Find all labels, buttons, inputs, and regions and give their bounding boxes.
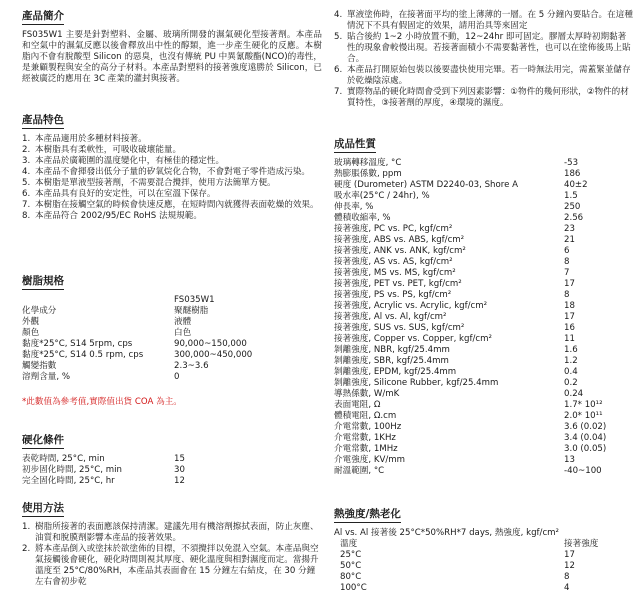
table-row xyxy=(334,367,606,378)
row-label: 接著強度, Acrylic vs. Acrylic, kgf/cm² xyxy=(334,301,488,311)
table-row xyxy=(22,339,252,350)
resin-table xyxy=(22,295,252,383)
table-row xyxy=(334,246,606,257)
row-value: 2.56 xyxy=(564,213,584,223)
row-value: 1.5 xyxy=(564,191,578,201)
row-label: 玻璃轉移溫度, °C xyxy=(334,158,402,168)
intro-title: 產品簡介 xyxy=(22,10,64,25)
row-label: 接著強度, SUS vs. SUS, kgf/cm² xyxy=(334,323,465,333)
row-value: 30 xyxy=(174,465,185,475)
item-number: 5. xyxy=(22,178,31,188)
row-value: 12 xyxy=(174,476,185,486)
row-label: 25°C xyxy=(340,550,362,560)
row-value: 8 xyxy=(564,290,570,300)
row-label: 溶劑含量, % xyxy=(22,372,71,382)
row-value: 17 xyxy=(564,279,575,289)
row-value: 3.0 (0.05) xyxy=(564,444,607,454)
row-value: 4 xyxy=(564,583,570,593)
table-row xyxy=(334,400,606,411)
row-label: 顏色 xyxy=(22,328,40,338)
cure-title: 硬化條件 xyxy=(22,434,64,449)
row-value: 17 xyxy=(564,550,575,560)
aging-section xyxy=(334,508,634,594)
list-item xyxy=(334,32,634,65)
row-label: 介電常數, 1MHz xyxy=(334,444,398,454)
cure-section xyxy=(22,434,322,487)
item-text: 本產品不會揮發出低分子量的矽氧烷化合物，不會對電子零件造成污染。 xyxy=(35,167,311,177)
item-text: 本產品具有良好的安定性，可以在室溫下保存。 xyxy=(35,189,216,199)
table-row xyxy=(22,350,252,361)
table-row xyxy=(334,268,606,279)
item-number: 7. xyxy=(334,87,343,97)
item-text: 將本產品倒入或塗抹於欲塗佈的目標，不須攪拌以免混入空氣。本產品與空氣接觸後會硬化，硬化時間則視其厚度、硬化溫度與相對濕度而定。當揚升溫度至 25°C/80%RH，本產品其表面會在 15 分鐘左右結皮，在 30 分鐘左右會初步乾 xyxy=(35,544,319,587)
table-row xyxy=(334,561,598,572)
table-row xyxy=(22,317,252,328)
row-label: 吸水率(25°C / 24hr), % xyxy=(334,191,430,201)
table-row xyxy=(334,158,606,169)
table-row xyxy=(334,323,606,334)
item-text: 本樹脂是單液型接著劑，不需要混合攪拌，使用方法簡單方便。 xyxy=(35,178,276,188)
row-label: 外觀 xyxy=(22,317,40,327)
row-value: 90,000~150,000 xyxy=(174,339,247,349)
table-row xyxy=(334,356,606,367)
row-value: 6 xyxy=(564,246,570,256)
row-label: 接著強度, ANK vs. ANK, kgf/cm² xyxy=(334,246,466,256)
row-value: 21 xyxy=(564,235,575,245)
row-value: 8 xyxy=(564,257,570,267)
row-value: 13 xyxy=(564,455,575,465)
row-value: 186 xyxy=(564,169,581,179)
row-value: 0 xyxy=(174,372,180,382)
table-row xyxy=(334,312,606,323)
row-label: 剝離強度, SBR, kgf/25.4mm xyxy=(334,356,449,366)
item-number: 2. xyxy=(22,544,31,554)
row-value: 23 xyxy=(564,224,575,234)
item-text: 本產品適用於多種材料接著。 xyxy=(35,134,147,144)
list-item xyxy=(22,178,322,189)
table-row xyxy=(334,583,598,594)
row-label: 體積收縮率, % xyxy=(334,213,391,223)
row-value: 液體 xyxy=(174,317,192,327)
list-item xyxy=(22,134,322,145)
row-label: 化學成分 xyxy=(22,306,57,316)
item-number: 3. xyxy=(22,156,31,166)
table-row xyxy=(334,550,598,561)
row-label: 熱膨脹係數, ppm xyxy=(334,169,402,179)
features-title: 產品特色 xyxy=(22,114,64,129)
row-label: 介電常數, 1KHz xyxy=(334,433,396,443)
table-row xyxy=(334,224,606,235)
row-label: 介電常數, 100Hz xyxy=(334,422,402,432)
props-section xyxy=(334,138,634,477)
row-label: 50°C xyxy=(340,561,362,571)
table-row xyxy=(334,444,606,455)
usage-section xyxy=(22,502,322,588)
table-row xyxy=(22,306,252,317)
row-value: 8 xyxy=(564,572,570,582)
row-value: 3.4 (0.04) xyxy=(564,433,607,443)
row-value: -40~100 xyxy=(564,466,602,476)
usage-title: 使用方法 xyxy=(22,502,64,517)
item-number: 4. xyxy=(22,167,31,177)
reference-note: *此數值為參考值,實際值出貨 COA 為主。 xyxy=(22,397,182,407)
table-row xyxy=(334,455,606,466)
table-row xyxy=(22,361,252,372)
table-header-row xyxy=(334,539,598,550)
item-text: 本樹脂具有柔軟性，可吸收破壞能量。 xyxy=(35,145,182,155)
row-value: 15 xyxy=(174,454,185,464)
table-row xyxy=(334,572,598,583)
row-value: 40±2 xyxy=(564,180,588,190)
table-row xyxy=(334,213,606,224)
list-item xyxy=(22,522,322,544)
column-header: 溫度 xyxy=(340,539,358,549)
row-value: 18 xyxy=(564,301,575,311)
row-label: 耐溫範圍, °C xyxy=(334,466,385,476)
row-label: 導熱係數, W/mK xyxy=(334,389,400,399)
features-section xyxy=(22,114,322,222)
row-label: 初步固化時間, 25°C, min xyxy=(22,465,122,475)
row-value: 3.6 (0.02) xyxy=(564,422,607,432)
item-text: 樹脂所接著的表面應該保持清潔。建議先用有機溶劑擦拭表面，防止灰塵、油質和脫膜劑影響本產品的接著效果。 xyxy=(35,522,319,543)
item-text: 本樹脂在接觸空氣的時候會快速反應，在短時間內就獲得表面乾燥的效果。 xyxy=(35,200,319,210)
table-row xyxy=(334,235,606,246)
table-row xyxy=(22,454,185,465)
table-row xyxy=(22,328,252,339)
row-label: 100°C xyxy=(340,583,367,593)
row-label: 黏度*25°C, S14 0.5 rpm, cps xyxy=(22,350,144,360)
item-text: 貼合後約 1~2 小時放置不動，12~24hr 即可固定。膠層太厚時初期黏著性的現象會較慢出現。若接著面積小不需要黏著性，也可以在塗佈後馬上貼合。 xyxy=(347,32,631,64)
table-row xyxy=(334,191,606,202)
list-item xyxy=(22,211,322,222)
table-row xyxy=(334,279,606,290)
row-label: 接著強度, PC vs. PC, kgf/cm² xyxy=(334,224,453,234)
item-text: 本產品符合 2002/95/EC RoHS 法規規範。 xyxy=(35,211,202,221)
row-value: 2.3~3.6 xyxy=(174,361,209,371)
item-number: 2. xyxy=(22,145,31,155)
row-label: 體積電阻, Ω.cm xyxy=(334,411,397,421)
row-value: 300,000~450,000 xyxy=(174,350,253,360)
item-number: 1. xyxy=(22,522,31,532)
row-label: 剝離強度, NBR, kgf/25.4mm xyxy=(334,345,450,355)
row-value: 1.7* 10¹² xyxy=(564,400,603,410)
item-number: 6. xyxy=(22,189,31,199)
table-row xyxy=(334,433,606,444)
item-number: 4. xyxy=(334,10,343,20)
table-row xyxy=(334,389,606,400)
list-item xyxy=(22,167,322,178)
row-label: 完全固化時間, 25°C, hr xyxy=(22,476,115,486)
resin-section xyxy=(22,275,322,408)
row-label: 介電強度, KV/mm xyxy=(334,455,405,465)
table-row xyxy=(22,476,185,487)
table-row xyxy=(334,422,606,433)
aging-subtitle: Al vs. Al 接著後 25°C*50%RH*7 days, 熱強度, kgf/cm² xyxy=(334,528,559,538)
features-list xyxy=(22,134,322,222)
row-value: 0.24 xyxy=(564,389,584,399)
item-text: 本產品於廣範圍的溫度變化中，有極佳的穩定性。 xyxy=(35,156,225,166)
row-label: 接著強度, Al vs. Al, kgf/cm² xyxy=(334,312,447,322)
table-row xyxy=(334,257,606,268)
row-label: 硬度 (Durometer) ASTM D2240-03, Shore A xyxy=(334,180,518,190)
usage-list-left xyxy=(22,522,322,588)
intro-text: FS035W1 主要是針對塑料、金屬、玻璃所開發的濕氣硬化型接著劑。本產品和空氣中的濕氣反應以後會釋放出中性的醇類，進一步產生硬化的反應。本樹脂內不會有脫酸型 Silicon 的惡臭，也沒有傳統 PU 中異氰酸酯(NCO)的毒性，是兼顧製程與安全的高分子材料。本產品對塑料的接著強度遠勝於 Silicon，已經被廣泛的應用在 3C 產業的灌封與接著。 xyxy=(22,30,322,84)
column-header: 接著強度 xyxy=(564,539,599,549)
row-label: 接著強度, MS vs. MS, kgf/cm² xyxy=(334,268,456,278)
row-value: 250 xyxy=(564,202,581,212)
list-item xyxy=(334,10,634,32)
table-row xyxy=(334,466,606,477)
cure-table xyxy=(22,454,185,487)
row-label: 接著強度, PS vs. PS, kgf/cm² xyxy=(334,290,452,300)
list-item xyxy=(22,189,322,200)
usage-list-right xyxy=(334,10,634,109)
row-label: 接著強度, Copper vs. Copper, kgf/cm² xyxy=(334,334,492,344)
props-title: 成品性質 xyxy=(334,138,376,153)
row-value: -53 xyxy=(564,158,579,168)
table-row xyxy=(334,334,606,345)
table-row xyxy=(334,180,606,191)
table-row xyxy=(334,411,606,422)
row-value: 11 xyxy=(564,334,575,344)
table-row xyxy=(334,378,606,389)
row-value: 16 xyxy=(564,323,575,333)
table-row xyxy=(334,345,606,356)
table-row xyxy=(334,301,606,312)
row-label: 80°C xyxy=(340,572,362,582)
usage-continued xyxy=(334,10,634,109)
item-number: 1. xyxy=(22,134,31,144)
list-item xyxy=(22,544,322,588)
table-row xyxy=(334,169,606,180)
row-label: 剝離強度, Silicone Rubber, kgf/25.4mm xyxy=(334,378,499,388)
row-value: 聚醚樹脂 xyxy=(174,306,209,316)
intro-section xyxy=(22,10,322,85)
row-value: 1.2 xyxy=(564,356,578,366)
row-label: 表乾時間, 25°C, min xyxy=(22,454,105,464)
table-row xyxy=(22,295,252,306)
row-label: 接著強度, PET vs. PET, kgf/cm² xyxy=(334,279,462,289)
table-row xyxy=(334,290,606,301)
item-text: 實際物品的硬化時間會受到下列因素影響：①物件的幾何形狀，②物件的材質特性，③接著劑的厚度，④環境的濕度。 xyxy=(347,87,629,108)
row-value: 白色 xyxy=(174,328,192,338)
item-number: 7. xyxy=(22,200,31,210)
row-label: 黏度*25°C, S14 5rpm, cps xyxy=(22,339,133,349)
row-value: 7 xyxy=(564,268,570,278)
props-table xyxy=(334,158,606,477)
aging-table xyxy=(334,539,598,594)
table-row xyxy=(22,372,252,383)
table-row xyxy=(22,465,185,476)
item-text: 單液塗佈時，在接著面平均的塗上薄薄的一層。在 5 分鐘內要貼合。在這種情況下不具有假固定的效果，請用治具等來固定 xyxy=(347,10,633,31)
row-label: 接著強度, ABS vs. ABS, kgf/cm² xyxy=(334,235,465,245)
aging-title: 熱強度/熱老化 xyxy=(334,508,401,523)
row-label: 接著強度, AS vs. AS, kgf/cm² xyxy=(334,257,453,267)
item-number: 5. xyxy=(334,32,343,42)
item-number: 8. xyxy=(22,211,31,221)
list-item xyxy=(22,145,322,156)
list-item xyxy=(22,200,322,211)
row-value: 12 xyxy=(564,561,575,571)
row-value: 2.0* 10¹¹ xyxy=(564,411,603,421)
row-label: 觸變指數 xyxy=(22,361,57,371)
row-value: 17 xyxy=(564,312,575,322)
resin-title: 樹脂規格 xyxy=(22,275,64,290)
table-row xyxy=(334,202,606,213)
list-item xyxy=(334,65,634,87)
list-item xyxy=(22,156,322,167)
item-text: 本產品打開原始包裝以後要盡快使用完畢。若一時無法用完，需蓋緊並儲存於乾燥陰涼處。 xyxy=(347,65,631,86)
product-name: FS035W1 xyxy=(174,295,215,305)
row-value: 1.6 xyxy=(564,345,578,355)
row-value: 0.2 xyxy=(564,378,578,388)
row-label: 剝離強度, EPDM, kgf/25.4mm xyxy=(334,367,457,377)
row-label: 伸長率, % xyxy=(334,202,374,212)
list-item xyxy=(334,87,634,109)
row-value: 0.4 xyxy=(564,367,578,377)
item-number: 6. xyxy=(334,65,343,75)
row-label: 表面電阻, Ω xyxy=(334,400,381,410)
